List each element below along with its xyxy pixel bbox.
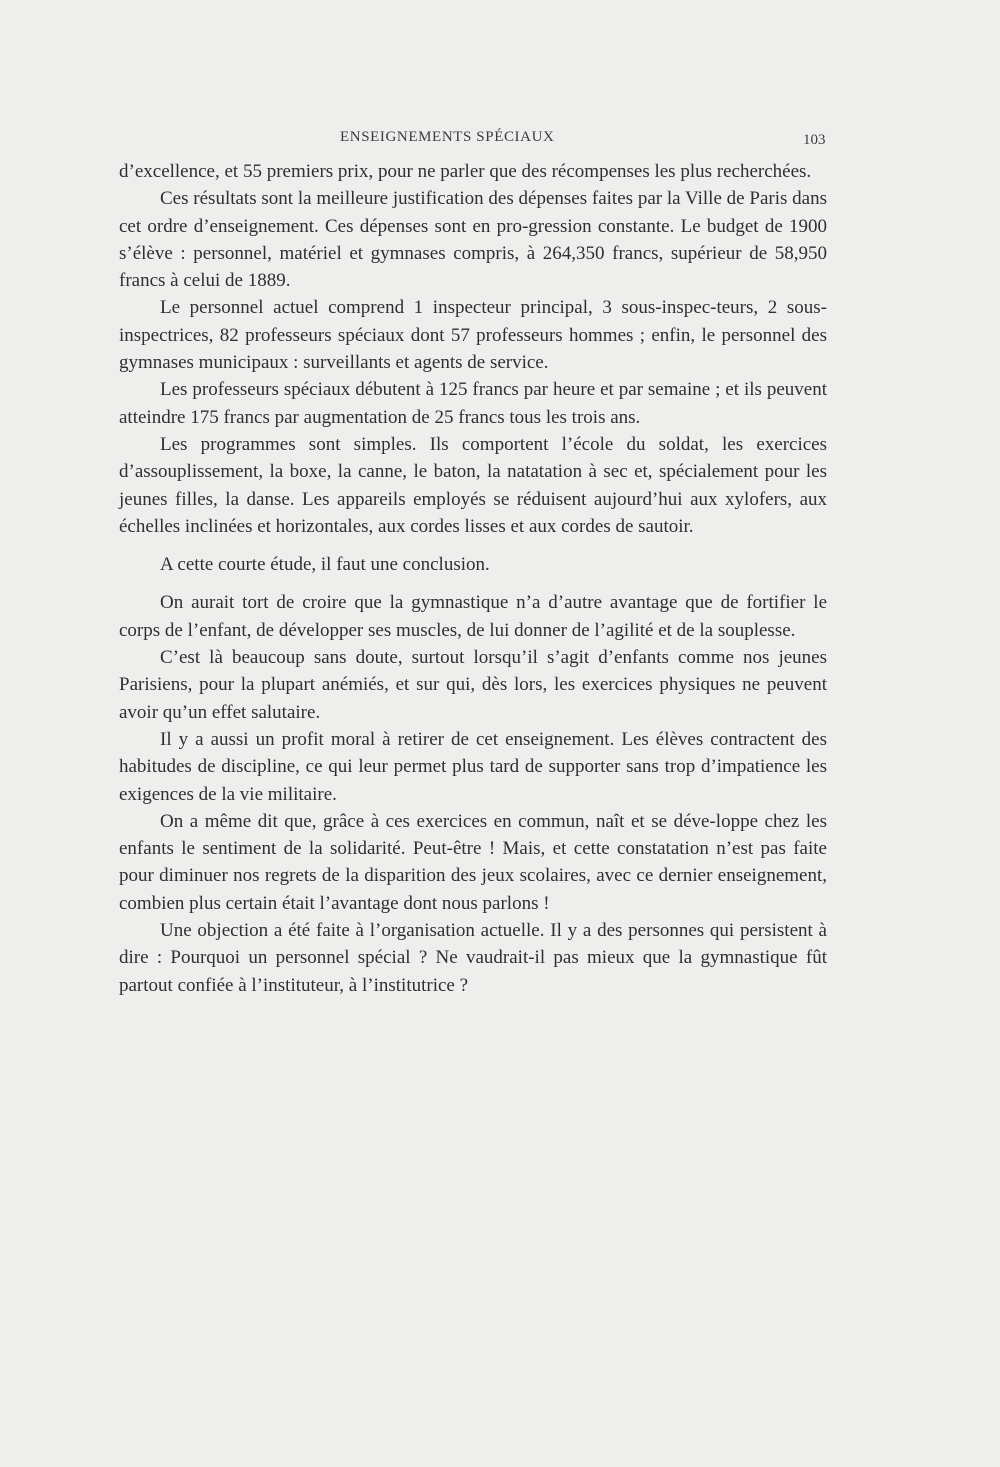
- running-title: ENSEIGNEMENTS SPÉCIAUX: [340, 129, 555, 145]
- paragraph-5: Les programmes sont simples. Ils comportent l’école du soldat, les exercices d’assouplissement, la boxe, la canne, le baton, la natatation à sec et, spécialement pour les jeunes filles, la danse. Les appareils employés se réduisent aujourd’hui aux xylofers, aux échelles inclinées et horizontales, aux cordes lisses et aux cordes de sautoir.: [119, 433, 827, 537]
- paragraph-8: C’est là beaucoup sans doute, surtout lorsqu’il s’agit d’enfants comme nos jeunes Parisiens, pour la plupart anémiés, et sur qui, dès lors, les exercices physiques ne peuvent avoir qu’un effet salutaire.: [119, 647, 827, 723]
- paragraph-6: A cette courte étude, il faut une conclusion.: [160, 554, 490, 576]
- page-number: 103: [803, 132, 826, 148]
- paragraph-9: Il y a aussi un profit moral à retirer de cet enseignement. Les élèves contractent des habitudes de discipline, ce qui leur permet plus tard de supporter sans trop d’impatience les exigences de la vie militaire.: [119, 728, 827, 805]
- paragraph-10: On a même dit que, grâce à ces exercices en commun, naît et se déve-loppe chez les enfants le sentiment de la solidarité. Peut-être ! Mais, et cette constatation n’est pas faite pour diminuer nos regrets de la disparition des jeux scolaires, avec ce dernier enseignement, combien plus certain était l’avantage dont nous parlons !: [119, 810, 827, 914]
- paragraph-4: Les professeurs spéciaux débutent à 125 francs par heure et par semaine ; et ils peuvent atteindre 175 francs par augmentation de 25 francs tous les trois ans.: [119, 379, 827, 428]
- paragraph-11: Une objection a été faite à l’organisation actuelle. Il y a des personnes qui persistent à dire : Pourquoi un personnel spécial ? Ne vaudrait-il pas mieux que la gymnastique fût partout confiée à l’instituteur, à l’institutrice ?: [119, 920, 827, 996]
- running-header: [0, 129, 1000, 153]
- paragraph-1: d’excellence, et 55 premiers prix, pour ne parler que des récompenses les plus recherchées.: [119, 161, 812, 182]
- body-text: [119, 158, 827, 999]
- paragraph-2: Ces résultats sont la meilleure justification des dépenses faites par la Ville de Paris dans cet ordre d’enseignement. Ces dépenses sont en pro-gression constante. Le budget de 1900 s’élève : personnel, matériel et gymnases compris, à 264,350 francs, supérieur de 58,950 francs à celui de 1889.: [119, 188, 827, 292]
- paragraph-7: On aurait tort de croire que la gymnastique n’a d’autre avantage que de fortifier le corps de l’enfant, de développer ses muscles, de lui donner de l’agilité et de la souplesse.: [119, 592, 827, 641]
- paragraph-3: Le personnel actuel comprend 1 inspecteur principal, 3 sous-inspec-teurs, 2 sous-inspectrices, 82 professeurs spéciaux dont 57 professeurs hommes ; enfin, le personnel des gymnases municipaux : surveillants et agents de service.: [119, 297, 827, 374]
